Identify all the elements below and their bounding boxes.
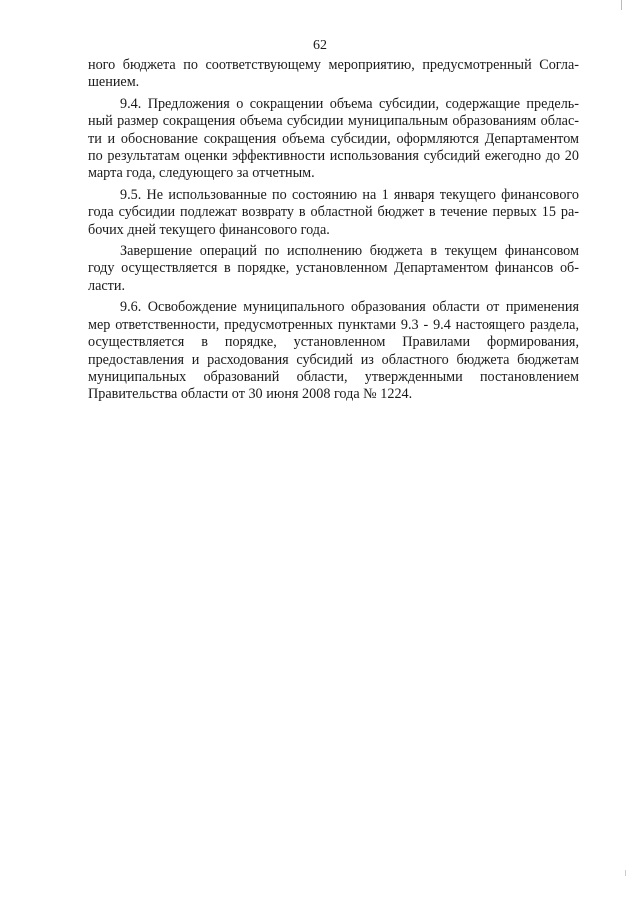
- text-line: года субсидии подлежат возврату в областной бюджет в течение первых 15 ра-: [88, 204, 579, 221]
- text-line: Правительства области от 30 июня 2008 года № 1224.: [88, 386, 413, 403]
- text-line: предоставления и расходования субсидий из областного бюджета бюджетам: [88, 351, 579, 368]
- text-line: Завершение операций по исполнению бюджета в текущем финансовом: [120, 243, 579, 260]
- paragraph-9-6: [88, 299, 579, 403]
- scan-edge-mark: [621, 0, 622, 10]
- text-line: муниципальных образований области, утвержденными постановлением: [88, 368, 579, 385]
- text-line: 9.4. Предложения о сокращении объема субсидии, содержащие предель-: [120, 95, 579, 112]
- text-line: по результатам оценки эффективности использования субсидий ежегодно до 20: [88, 148, 579, 165]
- document-body: [88, 57, 579, 408]
- paragraph-continuation: [88, 57, 579, 92]
- text-line: шением.: [88, 74, 140, 91]
- text-line: ного бюджета по соответствующему мероприятию, предусмотренный Согла-: [88, 57, 579, 73]
- text-line: марта года, следующего за отчетным.: [88, 165, 315, 182]
- scan-edge-mark: [625, 870, 626, 876]
- text-line: году осуществляется в порядке, установленном Департаментом финансов об-: [88, 260, 579, 277]
- text-line: бочих дней текущего финансового года.: [88, 221, 330, 238]
- text-line: мер ответственности, предусмотренных пунктами 9.3 - 9.4 настоящего раздела,: [88, 316, 579, 333]
- text-line: ласти.: [88, 277, 126, 294]
- text-line: осуществляется в порядке, установленном Правилами формирования,: [88, 334, 579, 351]
- text-line: ный размер сокращения объема субсидии муниципальным образованиям облас-: [88, 113, 579, 130]
- text-line: ти и обоснование сокращения объема субсидии, оформляются Департаментом: [88, 130, 579, 147]
- text-line: 9.5. Не использованные по состоянию на 1 января текущего финансового: [120, 186, 579, 203]
- page-number: 62: [313, 38, 327, 53]
- text-line: 9.6. Освобождение муниципального образования области от применения: [120, 299, 579, 316]
- paragraph-9-5: [88, 187, 579, 239]
- paragraph-9-4: [88, 96, 579, 183]
- paragraph-completion: [88, 243, 579, 295]
